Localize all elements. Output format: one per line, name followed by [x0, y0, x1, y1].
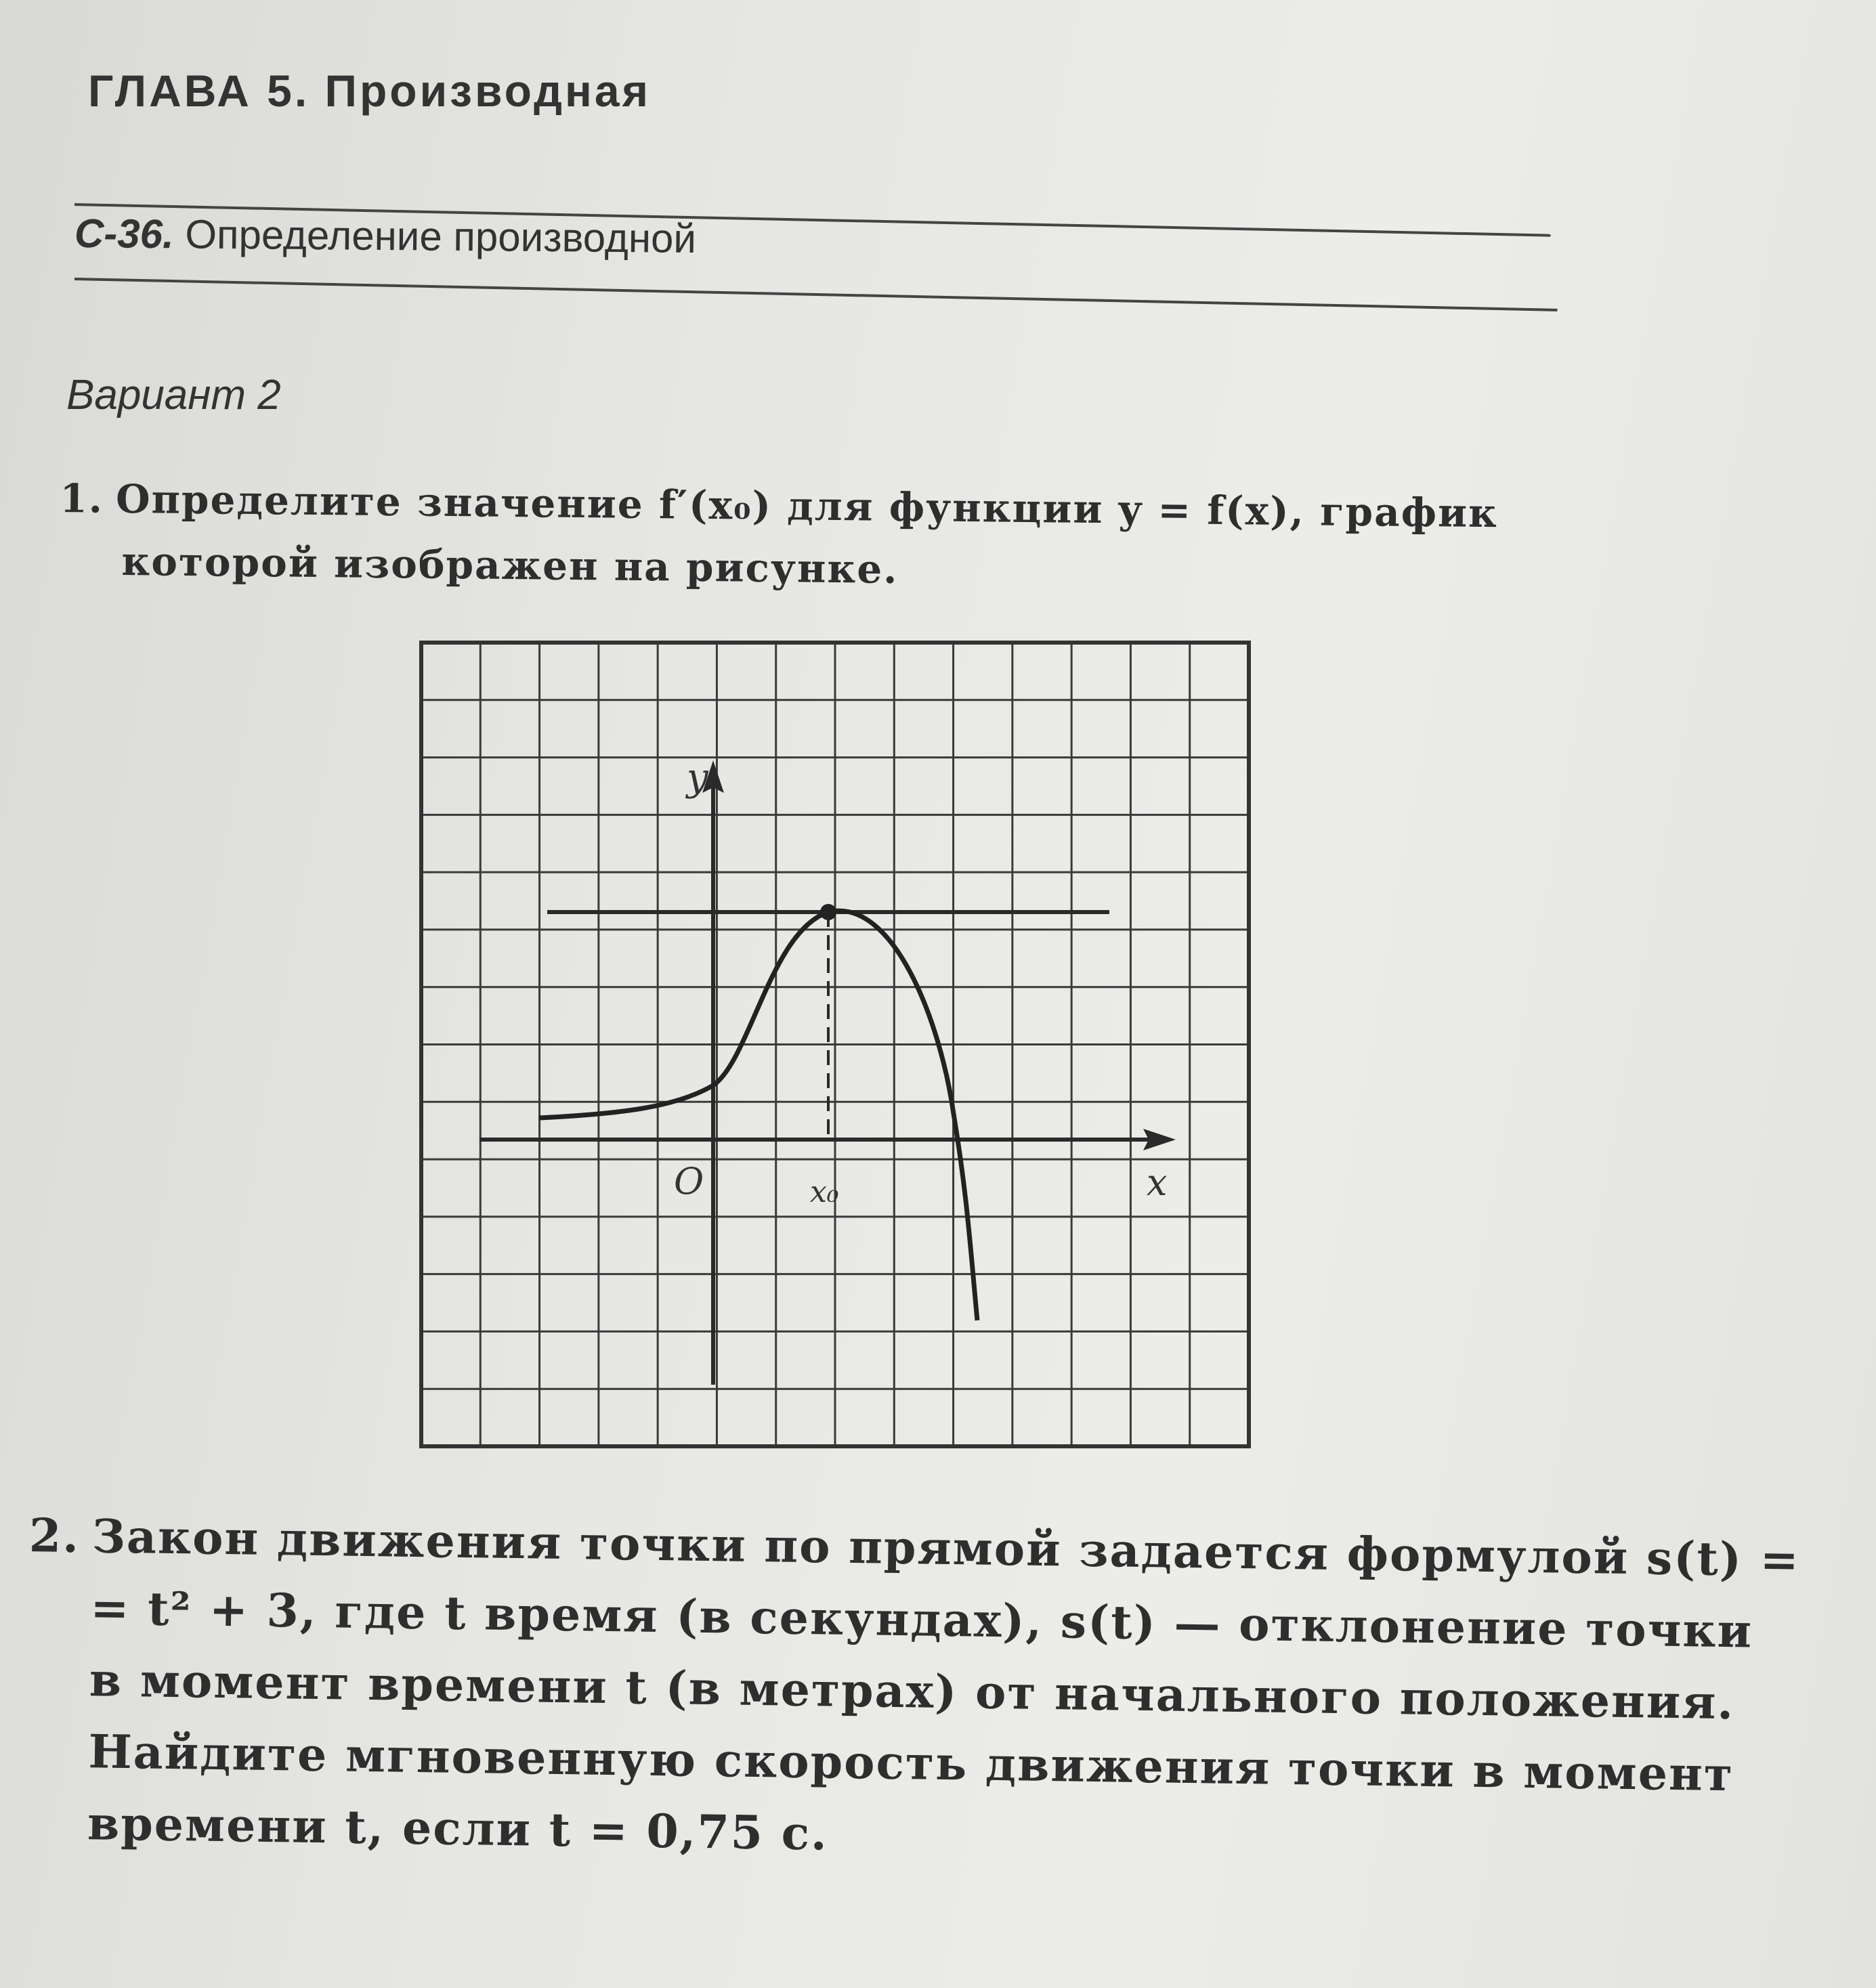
chapter-title: ГЛАВА 5. Производная: [88, 66, 652, 116]
x-axis-label: x: [1147, 1161, 1168, 1204]
y-axis-label: y: [687, 756, 708, 800]
section-bottom-rule: [74, 278, 1558, 311]
task-2-text-1: Закон движения точки по прямой задается формулой s(t) =: [91, 1509, 1801, 1588]
task-1-text-1: Определите значение f′(x₀) для функции y = f(x), график: [115, 475, 1499, 537]
section-title: Определение производной: [185, 211, 697, 262]
function-curve: [539, 911, 977, 1320]
task-2-line-3: в момент времени t (в метрах) от начального положения.: [89, 1653, 1735, 1731]
grid: [421, 643, 1249, 1446]
task-1-line-2: которой изображен на рисунке.: [121, 538, 899, 592]
x0-label: x₀: [810, 1175, 839, 1209]
task-2: [24, 1500, 1801, 1882]
task-2-line-5: времени t, если t = 0,75 с.: [87, 1796, 829, 1861]
task-2-number: 2.: [28, 1509, 81, 1564]
task-1: [59, 467, 1611, 608]
task-1-number: 1.: [60, 475, 104, 522]
max-point: [820, 904, 836, 920]
section-heading: [74, 210, 697, 262]
graph-svg: [419, 640, 1252, 1449]
task-2-line-4: Найдите мгновенную скорость движения точки в момент: [87, 1725, 1734, 1802]
function-graph: [419, 640, 1252, 1449]
task-2-line-2: = t² + 3, где t время (в секундах), s(t) — отклонение точки: [89, 1581, 1753, 1659]
origin-label: O: [674, 1160, 704, 1203]
section-code: С-36.: [74, 211, 175, 257]
variant-label: Вариант 2: [66, 372, 281, 418]
